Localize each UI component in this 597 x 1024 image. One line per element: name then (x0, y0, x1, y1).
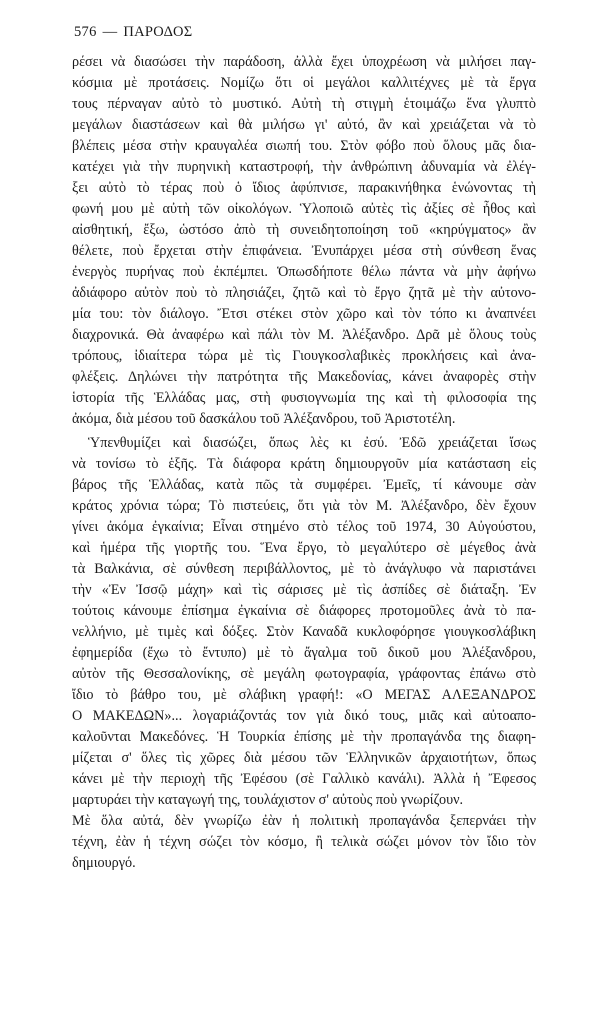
text-line: τούτοις κάνουμε ἐπίσημα ἐγκαίνια σὲ διάφορες προτομοῦλες ἀνὰ τὸ πα- (72, 603, 536, 619)
text-line: μία του: τὸν διάλογο. Ἔτσι στέκει στὸν χῶρο καὶ τὸν τόπο κι ἀναπνέει (72, 306, 536, 322)
text-line: τρόπους, ἰδιαίτερα τώρα μὲ τὶς Γιουγκοσλαβικὲς προκλήσεις καὶ ἀνα- (72, 348, 536, 364)
header-separator: — (102, 24, 118, 40)
text-line: κόσμια μὲ προτάσεις. Νομίζω ὅτι οἱ μεγάλοι καλλιτέχνες μὲ τὰ ἔργα (72, 75, 536, 91)
text-line: κάνει μὲ τὴν περιοχὴ τῆς Ἐφέσου (σὲ Γαλλικὸ κανάλι). Ἀλλὰ ἡ Ἔφεσος (72, 771, 536, 787)
text-line: νὰ τονίσω τὸ ἑξῆς. Τὰ διάφορα κράτη δημιουργοῦν μία κατάσταση εἰς (72, 456, 536, 472)
text-line: φωνή μου μὲ αὐτὴ τῶν οἰκολόγων. Ὑλοποιῶ αὐτὲς τὶς ἀξίες σὲ ἦθος καὶ (72, 201, 536, 217)
text-line: ἐφημερίδα (ἔχω τὸ ἔντυπο) μὲ τὸ ἄγαλμα τοῦ δικοῦ μου Ἀλέξανδρου, (72, 645, 536, 661)
text-line: μαρτυράει τὴν καταγωγή της, τουλάχιστον σ' αὐτοὺς ποὺ γνωρίζουν. (72, 792, 464, 808)
text-line: τους πέρναγαν αὐτὸ τὸ μυστικό. Αὐτὴ τὴ στιγμὴ ἑτοιμάζω ἕνα γλυπτὸ (72, 96, 536, 112)
text-line: θέλετε, ποὺ ἔρχεται στὴν ἐπιφάνεια. Ἐνυπάρχει μέσα στὴ σύνθεση ἕνας (72, 243, 536, 259)
text-line: καὶ ἡμέρα τῆς γιορτῆς του. Ἕνα ἔργο, τὸ μεγαλύτερο σὲ μέγεθος ἀνὰ (72, 540, 536, 556)
text-line: ἐνεργὸς πυρήνας ποὺ ἐκπέμπει. Ὁπωσδήποτε θέλω πάντα νὰ μὴν ἀφήνω (72, 264, 536, 280)
text-line: Ὑπενθυμίζει καὶ διασώζει, ὅπως λὲς κι ἐσύ. Ἐδῶ χρειάζεται ἴσως (88, 435, 536, 451)
text-line: ἀκόμα, διὰ μέσου τοῦ δασκάλου τοῦ Ἀλέξανδρου, τοῦ Ἀριστοτέλη. (72, 411, 456, 427)
text-line: καλοῦνται Μακεδόνες. Ἡ Τουρκία ἐπίσης μὲ τὴν προπαγάνδα της διαφη- (72, 729, 536, 745)
text-line: Ο ΜΑΚΕΔΩΝ»... λογαριάζοντάς τον γιὰ δικό τους, μιᾶς καὶ αὐτοαπο- (72, 708, 536, 724)
text-line: ἴδιο τὸ βάθρο του, μὲ σλάβικη γραφή!: «Ο ΜΕΓΑΣ ΑΛΕΞΑΝΔΡΟΣ (72, 687, 536, 703)
running-head (74, 24, 193, 41)
text-line: μεγάλων διαστάσεων καὶ θὰ μιλήσω γι' αὐτό, ἂν καὶ χρειάζεται νὰ τὸ (72, 117, 536, 133)
text-line: αἰσθητική, ἔξω, ὡστόσο ἀπὸ τὴ συνειδητοποίηση τοῦ «κηρύγματος» ἂν (72, 222, 536, 238)
text-line: κατέχει γιὰ τὴν πυρηνικὴ καταστροφή, τὴν ἀνθρώπινη ἀδυναμία νὰ ἐλέγ- (72, 159, 536, 175)
text-line: γίνει ἀκόμα ἐγκαίνια; Εἶναι στημένο στὸ τέλος τοῦ 1974, 30 Αὐγούστου, (72, 519, 536, 535)
paragraph (72, 52, 536, 430)
text-line: νελλήνιο, μὲ τιμὲς καὶ δόξες. Στὸν Καναδᾶ κυκλοφόρησε γιουγκοσλάβικη (72, 624, 536, 640)
text-line: διαχρονικά. Θὰ ἀναφέρω καὶ πάλι τὸν Μ. Ἀλέξανδρο. Δρᾶ μὲ ὅλους τοὺς (72, 327, 536, 343)
text-line: τὴν «Ἐν Ἰσσῷ μάχη» καὶ τὶς σάρισες μὲ τὶς ἀσπίδες σὲ διάταξη. Ἐν (72, 582, 536, 598)
text-line: τέχνη, ἐὰν ἡ τέχνη σώζει τὸν κόσμο, ἢ τελικὰ σώζει μόνον τὸν ἴδιο τὸν (72, 834, 536, 850)
text-line: ἱστορία τῆς Ἑλλάδας μας, στὴ φυσιογνωμία της καὶ τὴ φιλοσοφία της (72, 390, 536, 406)
paragraph (72, 433, 536, 874)
text-line: βάρος τῆς Ἑλλάδας, κατὰ πῶς τὰ συμφέρει. Ἐμεῖς, τί κάνουμε σὰν (72, 477, 536, 493)
text-line: ρέσει νὰ διασώσει τὴν παράδοση, ἀλλὰ ἔχει ὑποχρέωση νὰ μιλήσει παγ- (72, 54, 536, 70)
text-line: τὰ Βαλκάνια, σὲ σύνθεση περιβάλλοντος, μὲ τὸ ἀνάγλυφο νὰ παριστάνει (72, 561, 536, 577)
page-number: 576 (74, 24, 97, 40)
running-title: ΠΑΡΟΔΟΣ (123, 24, 193, 40)
text-line: φλέξεις. Δηλώνει τὴν πατρότητα τῆς Μακεδονίας, κάνει ἀναφορὲς στὴν (72, 369, 536, 385)
text-line: κράτος χρόνια τώρα; Τὸ πιστεύεις, ὅτι γιὰ τὸν Μ. Ἀλέξανδρο, δὲν ἔχουν (72, 498, 536, 514)
text-line: δημιουργό. (72, 855, 136, 871)
text-line: αὐτὸν τῆς Θεσσαλονίκης, σὲ μεγάλη φωτογραφία, γράφοντας ἐπάνω στὸ (72, 666, 536, 682)
text-line: βλέπεις μέσα στὴν κραυγαλέα σιωπή του. Στὸν φόβο ποὺ ὅλους μᾶς δια- (72, 138, 536, 154)
text-line: Μὲ ὅλα αὐτά, δὲν γνωρίζω ἐὰν ἡ πολιτικὴ προπαγάνδα ξεπερνάει τὴν (72, 813, 536, 829)
text-line: ξει αὐτὸ τὸ τέρας ποὺ ὁ ἴδιος ἀφύπνισε, παρακινήθηκα ἑνώνοντας τὴ (72, 180, 536, 196)
body-text (72, 52, 536, 874)
text-line: μίζεται σ' ὅλες τὶς χῶρες διὰ μέσου τῶν Ἑλληνικῶν ἀρχαιοτήτων, ὅπως (72, 750, 536, 766)
text-line: ἀδιάφορο αὐτὸν ποὺ τὸ πλησιάζει, ζητῶ καὶ τὸ ἔργο ζητᾶ μὲ τὴν αὐτονο- (72, 285, 536, 301)
